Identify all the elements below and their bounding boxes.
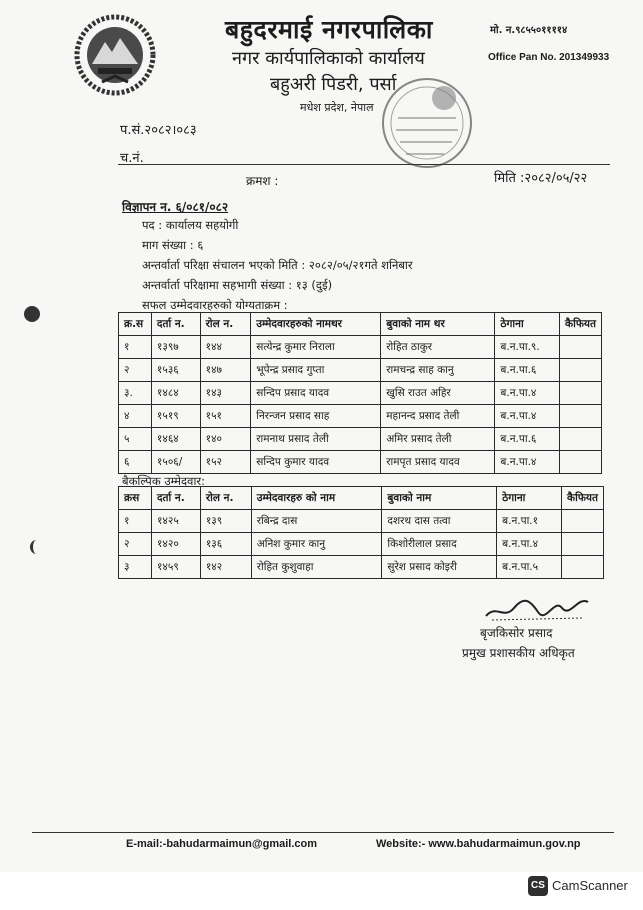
document-date: मिति :२०८२/०५/२२: [494, 171, 588, 186]
cell-remarks: [560, 336, 602, 359]
cell-remarks: [560, 359, 602, 382]
cell-remarks: [560, 405, 602, 428]
table-header-row: [119, 313, 602, 336]
cell-address: ब.न.पा.६: [495, 359, 560, 382]
cell-father: महानन्द प्रसाद तेली: [381, 405, 495, 428]
cell-roll-no: १४४: [200, 336, 251, 359]
cell-sn: १: [119, 510, 152, 533]
cell-address: ब.न.पा.६: [495, 428, 560, 451]
cell-roll-no: १५१: [200, 405, 251, 428]
cell-reg-no: १५०६/: [151, 451, 200, 474]
table-row: [119, 428, 602, 451]
cell-address: ब.न.पा.९.: [495, 336, 560, 359]
camscanner-logo-icon: CS: [528, 876, 548, 896]
cell-roll-no: १४२: [200, 556, 251, 579]
cell-remarks: [562, 556, 604, 579]
col-header-address: ठेगाना: [495, 313, 560, 336]
cell-sn: २: [119, 533, 152, 556]
demand-line: माग संख्या : ६: [142, 238, 204, 252]
office-pan: Office Pan No. 201349933: [488, 52, 610, 63]
table-header-row: [119, 487, 604, 510]
cell-sn: ३: [119, 556, 152, 579]
cell-roll-no: १४०: [200, 428, 251, 451]
cell-roll-no: १५२: [200, 451, 251, 474]
table-row: [119, 405, 602, 428]
cell-reg-no: १४८४: [151, 382, 200, 405]
cell-sn: ५: [119, 428, 152, 451]
chalani-number: च.नं.: [120, 151, 144, 166]
cell-father: खुसि राउत अहिर: [381, 382, 495, 405]
signature-scrawl-icon: [482, 590, 592, 624]
cell-candidate: रोहित कुशुवाहा: [251, 556, 382, 579]
cell-remarks: [562, 533, 604, 556]
cell-roll-no: १४७: [200, 359, 251, 382]
signatory-name: बृजकिसोर प्रसाद: [480, 626, 553, 640]
col-header-sn: क्र.स: [119, 313, 152, 336]
cell-reg-no: १३९७: [151, 336, 200, 359]
cell-father: दशरथ दास तत्वा: [382, 510, 497, 533]
alternate-candidates-table: [118, 486, 604, 579]
exam-date-line: अन्तर्वार्ता परिक्षा संचालन भएको मिति : २०८२/०५/२१गते शनिबार: [142, 258, 413, 272]
cell-sn: ४: [119, 405, 152, 428]
col-header-reg-no: दर्ता न.: [151, 313, 200, 336]
cell-address: ब.न.पा.१: [497, 510, 562, 533]
successful-heading: सफल उम्मेदवारहरुको योग्यताक्रम :: [142, 298, 288, 312]
cell-address: ब.न.पा.४: [495, 405, 560, 428]
cell-reg-no: १५१९: [151, 405, 200, 428]
cell-father: सुरेश प्रसाद कोइरी: [382, 556, 497, 579]
cell-candidate: अनिश कुमार कानु: [251, 533, 382, 556]
cell-remarks: [562, 510, 604, 533]
col-header-address: ठेगाना: [497, 487, 562, 510]
col-header-remarks: कैफियत: [560, 313, 602, 336]
cell-reg-no: १४५९: [151, 556, 200, 579]
table-row: [119, 533, 604, 556]
cell-candidate: रामनाथ प्रसाद तेली: [251, 428, 381, 451]
notice-heading: विज्ञापन न. ६/०८१/०८२: [122, 200, 229, 214]
municipality-name: बहुदरमाई नगरपालिका: [225, 15, 433, 44]
table-row: [119, 451, 602, 474]
cell-address: ब.न.पा.५: [497, 556, 562, 579]
cell-address: ब.न.पा.४: [497, 533, 562, 556]
cell-candidate: निरन्जन प्रसाद साह: [251, 405, 381, 428]
cell-father: रोहित ठाकुर: [381, 336, 495, 359]
col-header-candidate: उम्मेदवारहरु को नाम: [251, 487, 382, 510]
cell-roll-no: १३६: [200, 533, 251, 556]
office-name: नगर कार्यपालिकाको कार्यालय: [232, 48, 425, 69]
col-header-roll-no: रोल न.: [200, 487, 251, 510]
col-header-roll-no: रोल न.: [200, 313, 251, 336]
phone-number: मो. न.९८५५०११११४: [490, 25, 568, 36]
scan-speck-mark: [30, 540, 43, 554]
participants-line: अन्तर्वार्ता परिक्षामा सहभागी संख्या : १३ (दुई): [142, 278, 333, 292]
cell-candidate: सत्येन्द्र कुमार निराला: [251, 336, 381, 359]
province-name: मधेश प्रदेश, नेपाल: [300, 101, 374, 114]
cell-father: किशोरीलाल प्रसाद: [382, 533, 497, 556]
footer-website: Website:- www.bahudarmaimun.gov.np: [376, 838, 581, 850]
post-line: पद : कार्यालय सहयोगी: [142, 218, 239, 232]
table-row: [119, 359, 602, 382]
footer-divider: [32, 832, 614, 833]
footer-email: E-mail:-bahudarmaimun@gmail.com: [126, 838, 318, 850]
successful-candidates-table: [118, 312, 602, 474]
cell-remarks: [560, 382, 602, 405]
nepal-emblem-icon: [72, 12, 158, 98]
office-address: बहुअरी पिडरी, पर्सा: [270, 74, 397, 95]
cell-reg-no: १५३६: [151, 359, 200, 382]
cell-remarks: [560, 428, 602, 451]
cell-remarks: [560, 451, 602, 474]
cell-address: ब.न.पा.४: [495, 382, 560, 405]
cell-roll-no: १३९: [200, 510, 251, 533]
col-header-father: बुवाको नाम: [382, 487, 497, 510]
cell-reg-no: १४६४: [151, 428, 200, 451]
cell-candidate: सन्दिप कुमार यादव: [251, 451, 381, 474]
table-row: [119, 556, 604, 579]
cell-sn: १: [119, 336, 152, 359]
kramash-label: क्रमश :: [246, 174, 279, 188]
cell-father: रामपृत प्रसाद यादव: [381, 451, 495, 474]
col-header-remarks: कैफियत: [562, 487, 604, 510]
cell-roll-no: १४३: [200, 382, 251, 405]
table-row: [119, 382, 602, 405]
table-row: [119, 510, 604, 533]
cell-reg-no: १४२०: [151, 533, 200, 556]
camscanner-brand: CamScanner: [552, 878, 628, 893]
punch-hole-mark: [24, 306, 40, 322]
col-header-sn: क्रस: [119, 487, 152, 510]
cell-address: ब.न.पा.४: [495, 451, 560, 474]
cell-father: अमिर प्रसाद तेली: [381, 428, 495, 451]
cell-sn: ६: [119, 451, 152, 474]
table-row: [119, 336, 602, 359]
cell-sn: २: [119, 359, 152, 382]
cell-reg-no: १४२५: [151, 510, 200, 533]
cell-father: रामचन्द्र साह कानु: [381, 359, 495, 382]
col-header-reg-no: दर्ता न.: [151, 487, 200, 510]
cell-candidate: सन्दिप प्रसाद यादव: [251, 382, 381, 405]
cell-candidate: रबिन्द्र दास: [251, 510, 382, 533]
header-divider: [118, 164, 610, 165]
col-header-father: बुवाको नाम थर: [381, 313, 495, 336]
alternate-heading: बैकल्पिक उम्मेदवार:: [122, 474, 206, 488]
signatory-title: प्रमुख प्रशासकीय अधिकृत: [462, 646, 575, 660]
office-stamp-icon: [378, 74, 476, 172]
cell-candidate: भूपेन्द्र प्रसाद गुप्ता: [251, 359, 381, 382]
cell-sn: ३.: [119, 382, 152, 405]
patra-sankhya: प.सं.२०८२।०८३: [120, 123, 197, 138]
col-header-candidate: उम्मेदवारहरुको नामथर: [251, 313, 381, 336]
